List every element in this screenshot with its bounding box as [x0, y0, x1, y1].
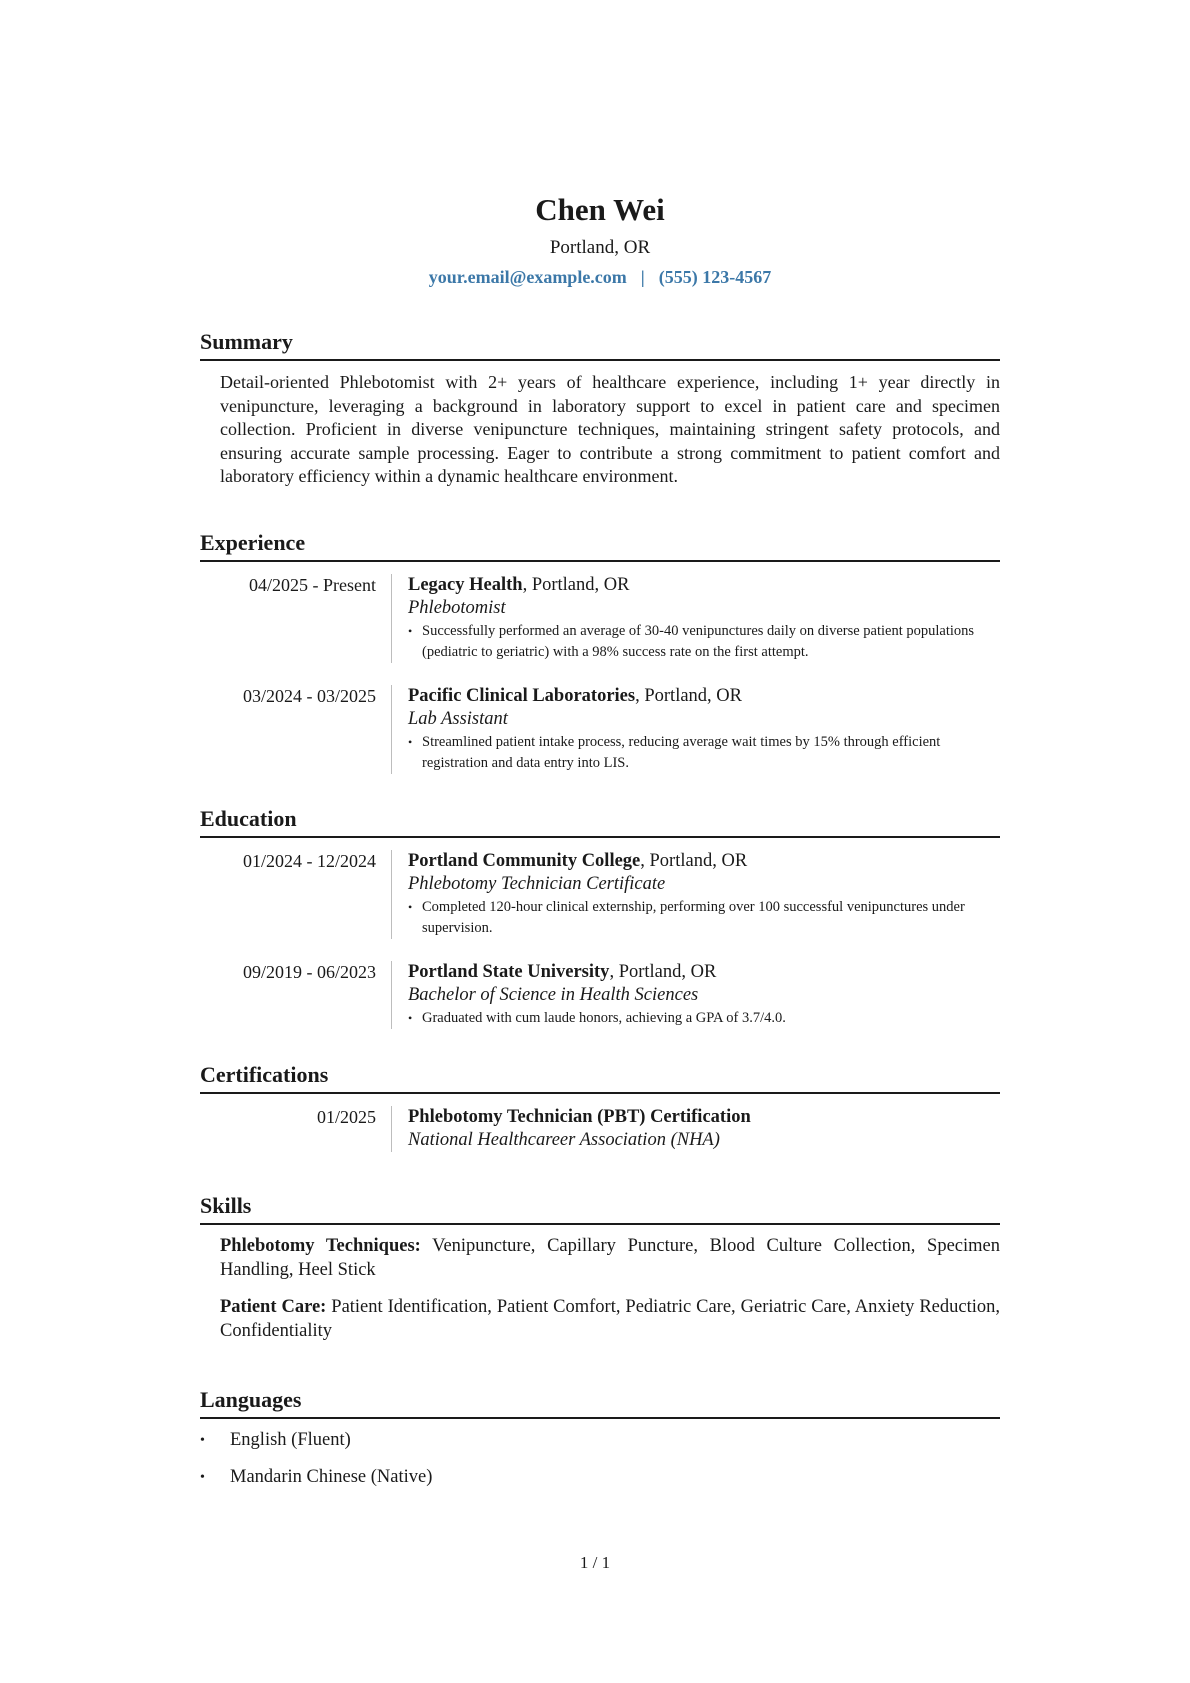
language-list — [200, 1429, 1000, 1489]
experience-entry — [200, 685, 1000, 774]
experience-entry — [200, 574, 1000, 663]
entry-location: , Portland, OR — [522, 575, 630, 595]
entry-bullet — [408, 732, 1000, 774]
education-entry — [200, 961, 1000, 1029]
entry-organization: Portland Community College — [408, 851, 641, 871]
languages-section — [200, 1386, 1000, 1503]
skills-section — [200, 1192, 1000, 1343]
experience-section — [200, 529, 1000, 774]
certification-name: Phlebotomy Technician (PBT) Certification — [408, 1107, 751, 1127]
entry-date: 09/2019 - 06/2023 — [243, 962, 376, 982]
bullet-text: Streamlined patient intake process, reducing average wait times by 15% through efficient registration and data entry into LIS. — [422, 734, 941, 771]
language-item: Mandarin Chinese (Native) — [230, 1467, 433, 1487]
section-title-skills: Skills — [200, 1193, 252, 1218]
section-divider — [200, 560, 1000, 562]
skill-group-values: Venipuncture, Capillary Puncture, Blood Culture Collection, Specimen Handling, Heel Stick — [220, 1236, 1000, 1280]
entry-body — [391, 961, 1000, 1029]
section-title-education: Education — [200, 806, 297, 831]
entry-date: 04/2025 - Present — [249, 575, 376, 595]
entry-date: 01/2024 - 12/2024 — [243, 851, 376, 871]
entry-date: 01/2025 — [316, 1107, 376, 1127]
bullet-text: Successfully performed an average of 30-40 venipunctures daily on diverse patient populations (pediatric to geriatric) with a 98% success rate on the first attempt. — [422, 623, 975, 660]
entry-heading — [408, 850, 1000, 873]
bullet-text: Graduated with cum laude honors, achieving a GPA of 3.7/4.0. — [422, 1010, 786, 1026]
education-section — [200, 805, 1000, 1029]
entry-location: , Portland, OR — [640, 851, 748, 871]
entry-heading — [408, 961, 1000, 984]
entry-role: Phlebotomist — [408, 598, 506, 618]
entry-heading — [408, 685, 1000, 708]
entry-organization: Pacific Clinical Laboratories — [408, 686, 636, 706]
bullet-icon: • — [408, 1011, 413, 1025]
education-entry — [200, 850, 1000, 939]
certification-entry — [200, 1106, 1000, 1152]
bullet-icon: • — [408, 735, 413, 749]
skill-group-label: Patient Care: — [220, 1297, 327, 1317]
section-divider — [200, 836, 1000, 838]
skill-group — [220, 1296, 1000, 1343]
bullet-text: Completed 120-hour clinical externship, performing over 100 successful venipunctures under supervision. — [422, 899, 965, 936]
section-title-summary: Summary — [200, 329, 293, 354]
entry-role: Phlebotomy Technician Certificate — [408, 874, 666, 894]
bullet-icon: • — [200, 1433, 205, 1448]
entry-organization: Portland State University — [408, 962, 610, 982]
entry-body — [391, 850, 1000, 939]
bullet-icon: • — [408, 624, 413, 638]
entry-date: 03/2024 - 03/2025 — [243, 686, 376, 706]
list-item — [200, 1429, 1000, 1452]
entry-bullet — [408, 621, 1000, 663]
bullet-icon: • — [200, 1470, 205, 1485]
contact-line — [200, 265, 1000, 289]
page-number: 1 / 1 — [579, 1553, 611, 1572]
candidate-name: Chen Wei — [535, 192, 665, 227]
entry-role: Lab Assistant — [408, 709, 508, 729]
skill-group-label: Phlebotomy Techniques: — [220, 1236, 421, 1256]
contact-separator: | — [640, 267, 645, 287]
section-title-experience: Experience — [200, 530, 306, 555]
entry-location: , Portland, OR — [635, 686, 742, 706]
entry-bullet — [408, 1008, 1000, 1029]
email-link[interactable]: your.email@example.com — [428, 267, 627, 287]
section-divider — [200, 1223, 1000, 1225]
entry-bullet — [408, 897, 1000, 939]
certification-issuer: National Healthcareer Association (NHA) — [408, 1130, 720, 1150]
entry-body — [391, 574, 1000, 663]
skill-group — [220, 1235, 1000, 1282]
certifications-section — [200, 1061, 1000, 1152]
summary-text: Detail-oriented Phlebotomist with 2+ years of healthcare experience, including 1+ year directly in venipuncture, leveraging a background in laboratory support to excel in patient care and specimen collection. Proficient in diverse venipuncture techniques, maintaining stringent safety protocols, and ensuring accurate sample processing. Eager to contribute a strong commitment to patient comfort and laboratory efficiency within a dynamic healthcare environment. — [220, 372, 1000, 486]
entry-body — [391, 685, 1000, 774]
section-divider — [200, 1092, 1000, 1094]
resume-header — [200, 190, 1000, 289]
section-title-certifications: Certifications — [200, 1062, 329, 1087]
entry-heading — [408, 574, 1000, 597]
section-divider — [200, 1417, 1000, 1419]
section-title-languages: Languages — [200, 1387, 302, 1412]
bullet-icon: • — [408, 900, 413, 914]
candidate-location: Portland, OR — [549, 237, 651, 258]
section-divider — [200, 359, 1000, 361]
summary-section — [200, 328, 1000, 489]
entry-organization: Legacy Health — [408, 575, 523, 595]
entry-location: , Portland, OR — [609, 962, 717, 982]
entry-heading — [408, 1106, 1000, 1129]
phone-link[interactable]: (555) 123-4567 — [658, 267, 772, 287]
list-item — [200, 1466, 1000, 1489]
entry-role: Bachelor of Science in Health Sciences — [408, 985, 699, 1005]
skill-group-values: Patient Identification, Patient Comfort, Pediatric Care, Geriatric Care, Anxiety Reduction, Confidentiality — [220, 1297, 1001, 1341]
entry-body — [391, 1106, 1000, 1152]
language-item: English (Fluent) — [230, 1430, 351, 1450]
